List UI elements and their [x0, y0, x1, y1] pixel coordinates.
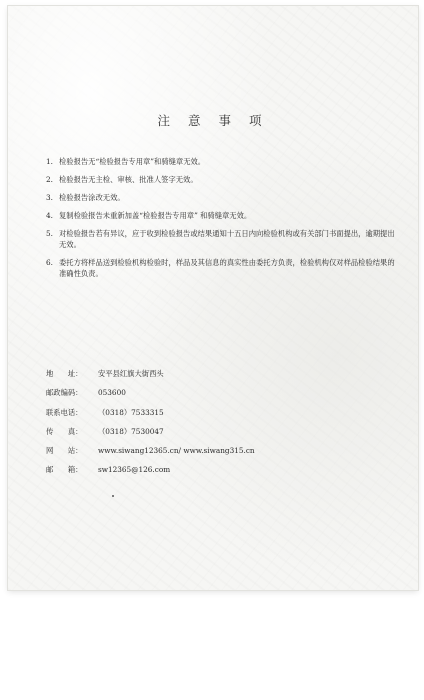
contact-label: 联系电话： — [46, 407, 83, 417]
document-page — [8, 6, 418, 590]
note-text: 检验报告涂改无效。 — [59, 193, 125, 202]
note-text: 检验报告无“检验报告专用章”和骑缝章无效。 — [59, 157, 206, 166]
contact-value: 安平县红旗大街西头 — [98, 369, 164, 378]
contact-row-website — [46, 445, 366, 456]
note-item — [46, 156, 398, 167]
note-item — [46, 257, 398, 279]
note-text: 委托方将样品送到检验机构检验时，样品及其信息的真实性由委托方负责，检验机构仅对样品检验结果的准确性负责。 — [59, 258, 395, 278]
contact-value: 053600 — [98, 388, 126, 398]
contact-label: 传 真： — [46, 426, 83, 436]
note-number: 5. — [46, 229, 53, 238]
contact-info — [46, 368, 366, 484]
note-item — [46, 228, 398, 250]
note-number: 3. — [46, 193, 53, 202]
contact-label: 网 站： — [46, 446, 83, 456]
contact-row-phone — [46, 407, 366, 418]
note-number: 4. — [46, 211, 53, 220]
note-number: 1. — [46, 157, 53, 166]
contact-label: 地 址： — [46, 369, 83, 378]
note-number: 6. — [46, 258, 53, 267]
contact-row-address — [46, 368, 366, 379]
contact-value: www.siwang12365.cn/ www.siwang315.cn — [98, 446, 255, 456]
note-text: 复制检验报告未重新加盖“检验报告专用章” 和骑缝章无效。 — [59, 211, 252, 220]
note-item — [46, 210, 398, 221]
note-number: 2. — [46, 175, 53, 184]
page-title: 注 意 事 项 — [157, 113, 269, 128]
contact-row-email — [46, 464, 366, 475]
contact-value: sw12365@126.com — [98, 465, 171, 475]
note-item — [46, 192, 398, 203]
note-item — [46, 174, 398, 185]
contact-value: （0318）7530047 — [98, 426, 164, 436]
contact-value: （0318）7533315 — [98, 407, 164, 417]
contact-row-fax — [46, 426, 366, 437]
note-text: 检验报告无主检、审核、批准人签字无效。 — [59, 175, 198, 184]
contact-row-postcode — [46, 387, 366, 398]
scan-speck — [112, 495, 114, 497]
notes-list — [46, 156, 398, 286]
contact-label: 邮政编码： — [46, 388, 83, 398]
contact-label: 邮 箱： — [46, 465, 83, 475]
note-text: 对检验报告若有异议，应于收到检验报告或结果通知十五日内向检验机构或有关部门书面提出，逾期提出无效。 — [59, 229, 395, 249]
